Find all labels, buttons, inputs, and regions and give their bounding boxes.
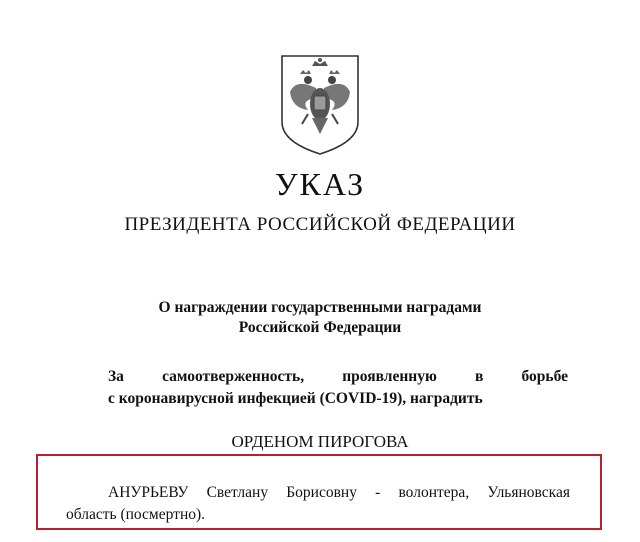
coat-of-arms-icon: [278, 52, 362, 156]
decree-subtitle: ПРЕЗИДЕНТА РОССИЙСКОЙ ФЕДЕРАЦИИ: [124, 214, 516, 235]
order-name: ОРДЕНОМ ПИРОГОВА: [231, 432, 409, 451]
decree-subject: [0, 298, 640, 338]
paragraph-word: проявленную: [342, 368, 437, 385]
paragraph-word: самоотверженность,: [162, 368, 305, 385]
decree-title: УКАЗ: [274, 166, 366, 202]
decree-paragraph: [108, 366, 568, 410]
paragraph-word: За: [108, 368, 124, 385]
subject-line: О награждении государственными наградами: [158, 299, 482, 316]
paragraph-word: в: [474, 368, 484, 385]
awardee-line: [66, 482, 570, 504]
awardee-word: волонтера,: [398, 484, 470, 501]
awardee-word: Ульяновская: [487, 484, 570, 501]
awardee-entry: [66, 482, 570, 526]
awardee-word: Борисовну: [286, 484, 357, 501]
awardee-line: область (посмертно).: [66, 506, 206, 523]
paragraph-line: с коронавирусной инфекцией (COVID-19), наградить: [108, 390, 483, 407]
awardee-word: -: [375, 484, 381, 501]
paragraph-line: [108, 366, 568, 388]
paragraph-word: борьбе: [521, 368, 568, 385]
subject-line: Российской Федерации: [238, 319, 402, 336]
awardee-word: Светлану: [206, 484, 269, 501]
awardee-word: АНУРЬЕВУ: [108, 484, 189, 501]
